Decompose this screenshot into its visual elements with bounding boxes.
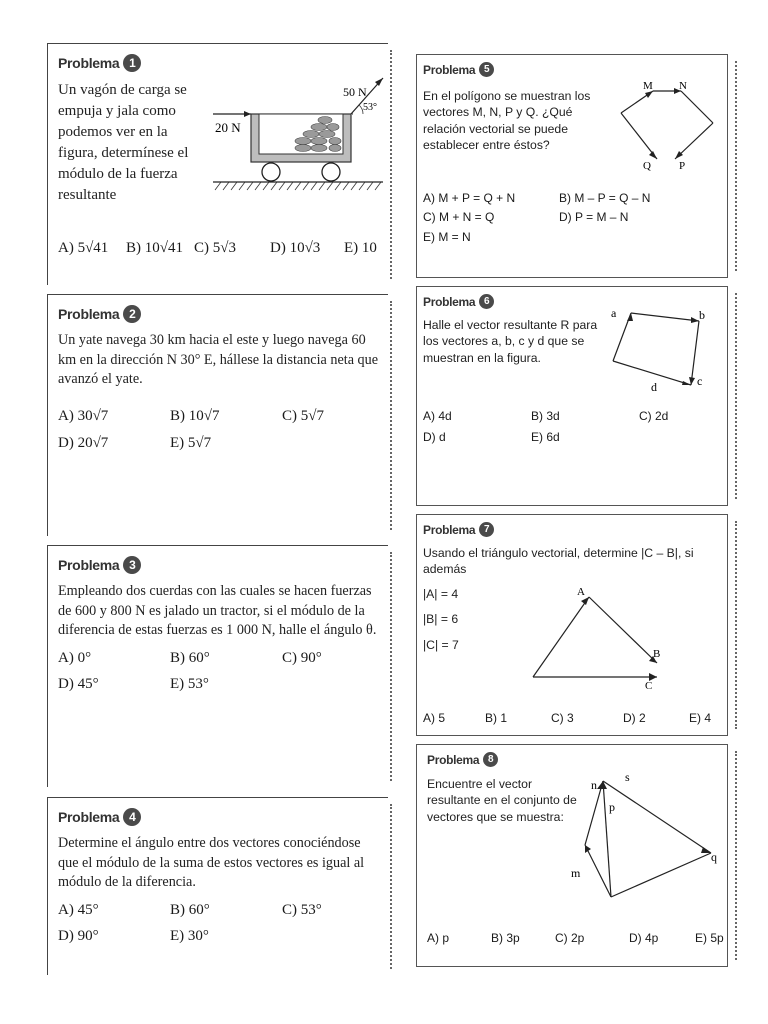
option-a[interactable]: A) p [427,931,450,945]
option-d[interactable]: D) 45° [58,676,99,692]
option-a[interactable]: A) 30√7 [58,408,109,424]
problem-4-statement: Determine el ángulo entre dos vectores conociéndose que el módulo de la suma de estos vectores es igual al módulo de la diferencia. [58,835,365,891]
problem-label: Problema [423,522,476,537]
vector-A-label: A [577,586,585,598]
option-a[interactable]: A) 4d [423,409,452,423]
problem-8-card [416,744,728,967]
problem-label: Problema [58,55,120,71]
option-a[interactable]: A) 45° [58,902,99,918]
vector-m-label: m [571,866,581,880]
problem-2-statement: Un yate navega 30 km hacia el este y luego navega 60 km en la dirección N 30° E, hállese la distancia neta que avanzó el yate. [58,332,379,388]
option-c[interactable]: C) 53° [282,902,322,918]
problem-1-statement: Un vagón de carga se empuja y jala como podemos ver en la figura, determínese el módulo de la fuerza resultante [58,82,189,203]
vector-set-figure [567,767,727,907]
option-c[interactable]: C) 2p [555,931,585,945]
option-b[interactable]: B) 60° [170,902,210,918]
vector-q-label: Q [643,160,651,172]
option-a[interactable]: A) 5√41 [58,240,109,256]
option-b[interactable]: B) 1 [485,711,508,725]
problem-4-header [58,808,141,826]
vector-n-label: n [591,778,597,792]
vector-a-label: a [611,306,617,320]
option-a[interactable]: A) 5 [423,711,446,725]
pull-force-label: 50 N [343,85,367,99]
angle-label: 53° [363,102,377,113]
problem-label: Problema [58,809,120,825]
problem-label: Problema [427,752,480,767]
problem-number-badge: 4 [123,808,141,826]
problem-7-statement: Usando el triángulo vectorial, determine |C – B|, si además [423,546,694,577]
vector-m-label: M [643,80,653,92]
vector-n-label: N [679,80,687,92]
option-d[interactable]: D) 10√3 [270,240,321,256]
vector-B-label: B [653,648,661,660]
option-e[interactable]: E) 53° [170,676,209,692]
vector-p-label: P [679,160,686,172]
option-b[interactable]: B) 3p [491,931,520,945]
option-e[interactable]: E) 5p [695,931,724,945]
given-a: |A| = 4 [423,587,459,601]
option-d[interactable]: D) d [423,430,446,444]
problem-3-header [58,556,141,574]
problem-2-card [47,294,388,536]
vector-c-label: c [697,374,703,388]
option-d[interactable]: D) 20√7 [58,435,109,451]
option-b[interactable]: B) 10√7 [170,408,220,424]
vector-C-label: C [645,680,653,692]
option-d[interactable]: D) 90° [58,928,99,944]
problem-number-badge: 6 [479,294,494,309]
option-e[interactable]: E) 6d [531,430,560,444]
problem-number-badge: 7 [479,522,494,537]
problem-5-statement: En el polígono se muestran los vectores M, N, P y Q. ¿Qué relación vectorial se puede establecer entre éstos? [423,89,591,153]
triangle-figure [531,583,671,693]
problem-5-card [416,54,728,278]
vector-q-label: q [711,850,717,864]
option-e[interactable]: E) 10 [344,240,377,256]
problem-label: Problema [423,62,476,77]
problem-6-card [416,286,728,506]
problem-number-badge: 5 [479,62,494,77]
given-c: |C| = 7 [423,638,459,652]
option-b[interactable]: B) 3d [531,409,560,423]
problem-7-card [416,514,728,736]
problem-8-header [427,752,498,767]
problem-1-card [47,43,388,285]
wagon-figure [213,74,383,194]
option-a[interactable]: A) 0° [58,650,92,666]
problem-6-header [423,294,494,309]
problem-label: Problema [423,294,476,309]
option-b[interactable]: B) 60° [170,650,210,666]
option-c[interactable]: C) 3 [551,711,574,725]
option-a[interactable]: A) M + P = Q + N [423,191,516,205]
problem-6-statement: Halle el vector resultante R para los vectores a, b, c y d que se muestran en la figura. [423,318,598,365]
option-c[interactable]: C) 2d [639,409,669,423]
option-b[interactable]: B) M – P = Q – N [559,191,651,205]
problem-3-statement: Empleando dos cuerdas con las cuales se hacen fuerzas de 600 y 800 N es jalado un tractor, si el módulo de la diferencia de estas fuerzas es 1 000 N, halle el ángulo θ. [58,583,377,639]
problem-number-badge: 8 [483,752,498,767]
push-force-label: 20 N [215,120,241,135]
vector-s-label: s [625,770,630,784]
vector-d-label: d [651,380,657,394]
vector-b-label: b [699,308,705,322]
option-b[interactable]: B) 10√41 [126,240,183,256]
option-e[interactable]: E) 5√7 [170,435,212,451]
given-b: |B| = 6 [423,612,459,626]
option-d[interactable]: D) 4p [629,931,659,945]
problem-2-header [58,305,141,323]
problem-4-card [47,797,388,975]
vector-p-label: p [609,800,615,814]
option-c[interactable]: C) M + N = Q [423,210,495,224]
problem-label: Problema [58,306,120,322]
problem-8-statement: Encuentre el vector resultante en el conjunto de vectores que se muestra: [427,777,577,824]
problem-3-card [47,545,388,787]
option-e[interactable]: E) M = N [423,230,471,244]
problem-7-header [423,522,494,537]
option-c[interactable]: C) 5√7 [282,408,324,424]
problem-number-badge: 3 [123,556,141,574]
problem-5-header [423,62,494,77]
quadrilateral-figure [607,305,717,395]
polygon-figure [613,81,723,171]
option-d[interactable]: D) 2 [623,711,646,725]
option-e[interactable]: E) 30° [170,928,209,944]
problem-number-badge: 2 [123,305,141,323]
problem-label: Problema [58,557,120,573]
option-d[interactable]: D) P = M – N [559,210,629,224]
problem-number-badge: 1 [123,54,141,72]
option-c[interactable]: C) 90° [282,650,322,666]
problem-1-header [58,54,141,72]
option-e[interactable]: E) 4 [689,711,712,725]
option-c[interactable]: C) 5√3 [194,240,236,256]
